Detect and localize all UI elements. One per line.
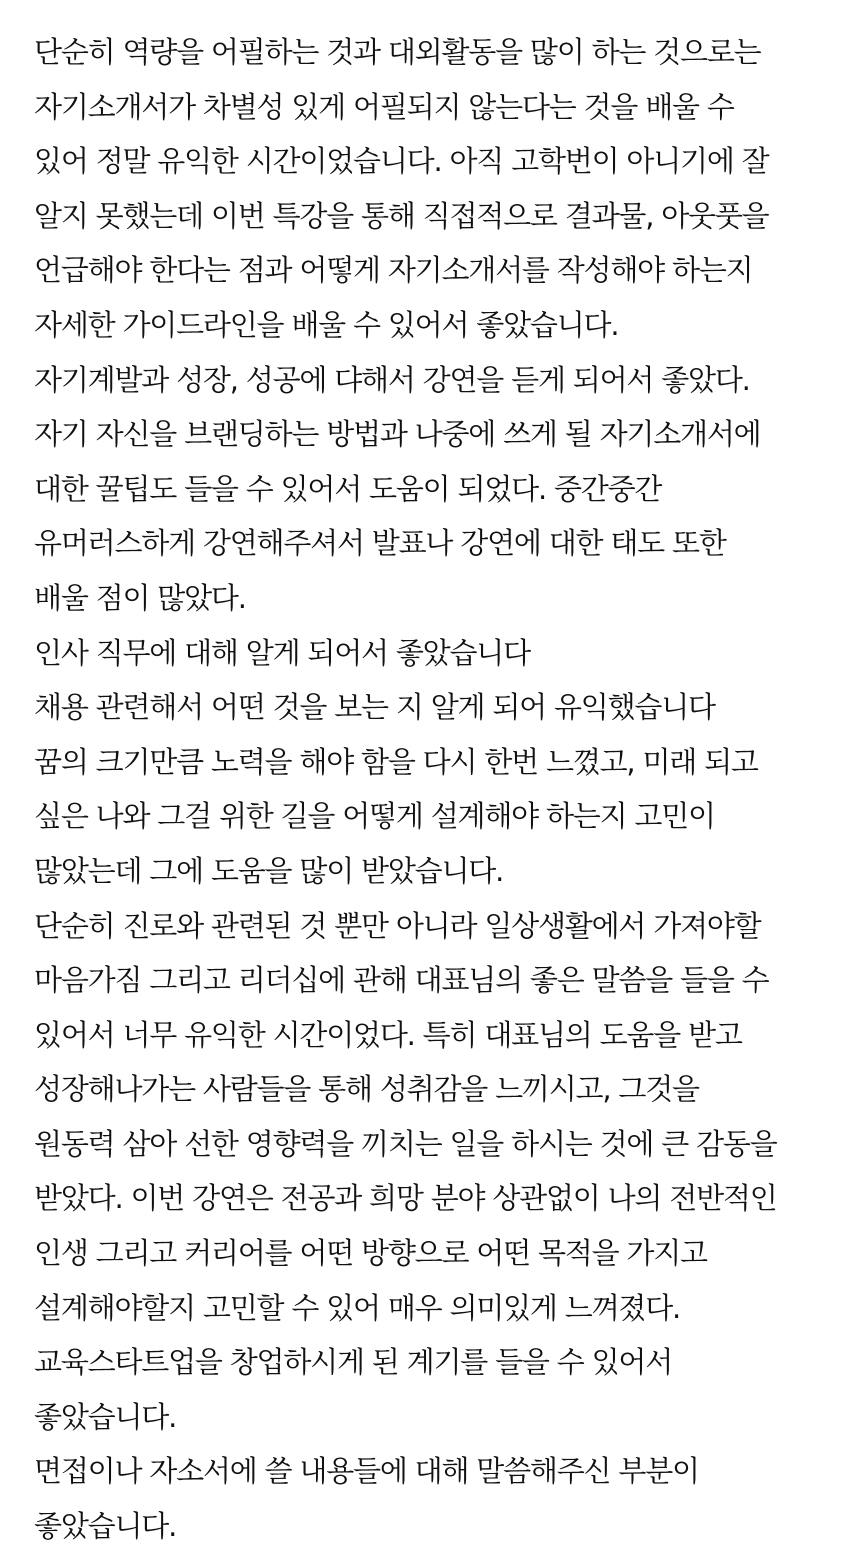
text-line: 단순히 진로와 관련된 것 뿐만 아니라 일상생활에서 가져야할 (34, 908, 761, 943)
text-line: 자기소개서가 차별성 있게 어필되지 않는다는 것을 배울 수 (34, 89, 734, 124)
text-line: 싶은 나와 그걸 위한 길을 어떻게 설계해야 하는지 고민이 (34, 799, 715, 834)
text-line: 좋았습니다. (34, 1399, 177, 1434)
text-line: 단순히 역량을 어필하는 것과 대외활동을 많이 하는 것으로는 (34, 35, 761, 69)
text-line: 있어 정말 유익한 시간이었습니다. 아직 고학번이 아니기에 잘 (34, 144, 769, 179)
text-line: 배울 점이 많았다. (34, 580, 246, 615)
text-line: 좋았습니다. (34, 1509, 177, 1544)
text-line: 성장해나가는 사람들을 통해 성취감을 느끼시고, 그것을 (34, 1072, 699, 1107)
text-line: 대한 꿀팁도 들을 수 있어서 도움이 되었다. 중간중간 (34, 471, 662, 506)
text-line: 자기계발과 성장, 성공에 댜해서 강연을 듣게 되어서 좋았다. (34, 362, 750, 397)
text-line: 꿈의 크기만큼 노력을 해야 함을 다시 한번 느꼈고, 미래 되고 (34, 744, 758, 779)
text-line: 설계해야할지 고민할 수 있어 매우 의미있게 느껴졌다. (34, 1290, 681, 1325)
document-body (34, 25, 860, 1554)
text-line: 자기 자신을 브랜딩하는 방법과 나중에 쓰게 될 자기소개서에 (34, 417, 761, 452)
text-line: 많았는데 그에 도움을 많이 받았습니다. (34, 853, 504, 888)
text-line: 자세한 가이드라인을 배울 수 있어서 좋았습니다. (34, 307, 619, 342)
text-line: 교육스타트업을 창업하시게 된 계기를 들을 수 있어서 (34, 1345, 673, 1380)
text-line: 있어서 너무 유익한 시간이었다. 특히 대표님의 도움을 받고 (34, 1017, 742, 1052)
text-line: 언급해야 한다는 점과 어떻게 자기소개서를 작성해야 하는지 (34, 253, 753, 288)
text-line: 채용 관련해서 어떤 것을 보는 지 알게 되어 유익했습니다 (34, 690, 715, 725)
text-line: 유머러스하게 강연해주셔서 발표나 강연에 대한 태도 또한 (34, 526, 726, 561)
text-line: 받았다. 이번 강연은 전공과 희망 분야 상관없이 나의 전반적인 (34, 1181, 777, 1216)
text-line: 마음가짐 그리고 리더십에 관해 대표님의 좋은 말씀을 들을 수 (34, 963, 769, 998)
text-line: 원동력 삼아 선한 영향력을 끼치는 일을 하시는 것에 큰 감동을 (34, 1126, 777, 1161)
text-line: 인생 그리고 커리어를 어떤 방향으로 어떤 목적을 가지고 (34, 1236, 707, 1271)
text-line: 알지 못했는데 이번 특강을 통해 직접적으로 결과물, 아웃풋을 (34, 198, 769, 233)
text-line: 면접이나 자소서에 쓸 내용들에 대해 말씀해주신 부분이 (34, 1454, 699, 1489)
text-line: 인사 직무에 대해 알게 되어서 좋았습니다 (34, 635, 530, 670)
